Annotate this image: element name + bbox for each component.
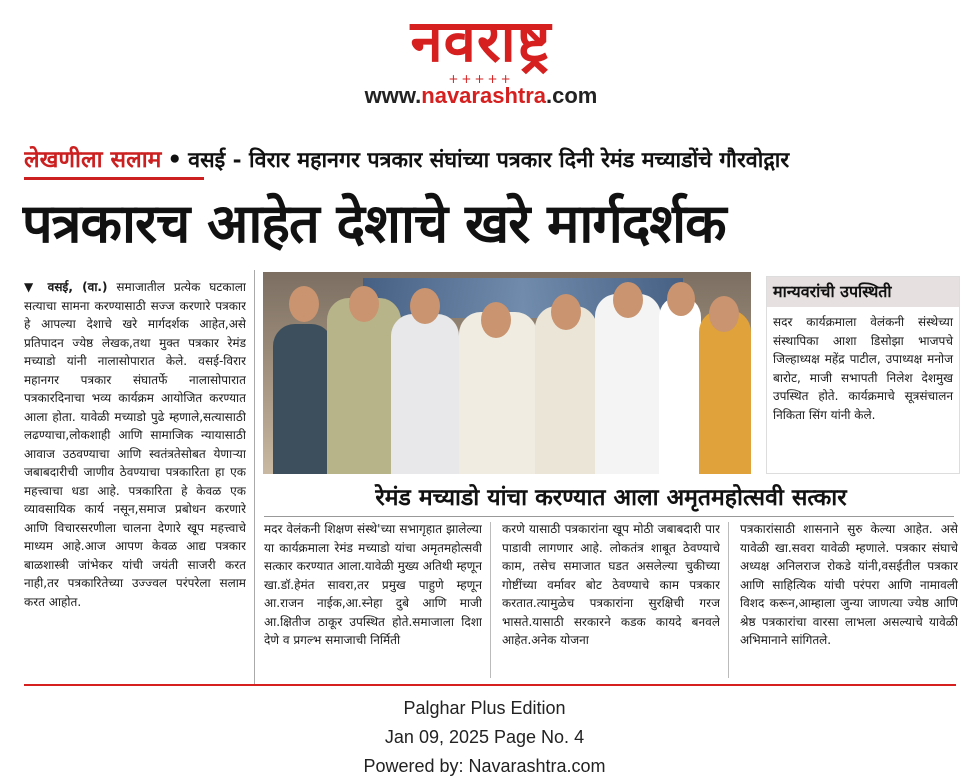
photo-person-head (667, 282, 695, 316)
photo-person-head (551, 294, 581, 330)
dignitaries-box (766, 276, 960, 474)
photo-person (535, 306, 597, 474)
kicker-label: लेखणीला सलाम (24, 147, 162, 173)
logo-url-name: navarashtra (421, 83, 547, 108)
photo-person (327, 298, 401, 474)
bottom-rule (24, 684, 956, 686)
body-column-2: करणे यासाठी पत्रकारांना खूप मोठी जबाबदारी पार पाडावी लागणार आहे. लोकतंत्र शाबूत ठेवण्याचे काम, तसेच समाजात घडत असलेल्या चुकीच्या गोष्टींच्या वर्मावर बोट ठेवण्याचे काम पत्रकार करतात.त्यामुळेच पत्रकारांना सुरक्षिची गरज भासते.यासाठी सरकारने कडक कायदे बनवले आहेत.अनेक योजना (502, 522, 720, 647)
photo-person-head (349, 286, 379, 322)
kicker-bullet: • (167, 147, 183, 173)
article-kicker (24, 142, 954, 176)
masthead-logo (322, 8, 640, 106)
article-headline: पत्रकारच आहेत देशाचे खरे मार्गदर्शक (22, 192, 726, 255)
photo-person-head (613, 282, 643, 318)
photo-person-head (709, 296, 739, 332)
kicker-underline (24, 177, 204, 180)
logo-url-prefix: www. (364, 83, 422, 108)
photo-person-head (481, 302, 511, 338)
article-lead-column (24, 278, 246, 688)
powered-by-label: Powered by: Navarashtra.com (363, 756, 606, 776)
logo-title: नवराष्ट्र (410, 7, 552, 75)
dignitaries-title: मान्यवरांची उपस्थिती (767, 277, 959, 307)
body-column-3: पत्रकारांसाठी शासनाने सुरु केल्या आहेत. असे यावेळी खा.सवरा यावेळी म्हणाले. पत्रकार संघाचे अध्यक्ष अनिलराज रोकडे यांनी,वसईतील पत्रकार आणि साहित्यिक यांची परंपरा आणि नामावली विशद करून,आम्हाला जुन्या जाणत्या ज्येष्ठ आणि श्रेष्ठ पत्रकारांचा वारसा लाभला असल्याचे यावेळी अभिमानाने सांगितले. (740, 522, 958, 647)
edition-label: Palghar Plus Edition (403, 698, 566, 718)
article-subheadline: रेमंड मच्याडो यांचा करण्यात आला अमृतमहोत्सवी सत्कार (375, 485, 847, 511)
dateline: ▼ वसई, (वा.) (24, 280, 108, 294)
column-divider (490, 522, 491, 678)
lead-text: समाजातील प्रत्येक घटकाला सत्याचा सामना करण्यासाठी सज्ज करणारे पत्रकार हे आपल्या देशाचे खरे मार्गदर्शक आहेत,असे प्रतिपादन ज्येष्ठ लेखक,तथा मुक्त पत्रकार रेमंड मच्याडो यांनी नालासोपारात केले. वसई-विरार महानगर पत्रकार संघातर्फे नालासोपारात पत्रकारदिनाचा भव्य कार्यक्रम आयोजित करण्यात आला होता. यावेळी मच्याडो पुढे म्हणाले,सत्यासाठी लढण्याचा,लोकशाही आणि सामाजिक न्यायासाठी आवाज उठवण्याचा आणि स्वतंत्रतेसोबत येणाऱ्या जबाबदारीची जाणीव ठेवण्याचा पत्रकारिता हा एक महत्त्वाचा धडा आहे. पत्रकारिता हे केवळ एक व्यावसायिक कार्य नसून,समाज प्रबोधन करणारे आणि विचारसरणीला चालना देणारे खूप महत्त्वाचे माध्यम आहे.आज आपण केवळ आद्य पत्रकार बाळशास्त्री जांभेकर यांची जयंती साजरी करत नाही,तर पत्रकारितेच्या उज्ज्वल परंपरेला सलाम करत आहोत. (24, 280, 246, 609)
photo-person (595, 294, 661, 474)
photo-person-head (289, 286, 319, 322)
photo-person (659, 296, 701, 474)
logo-url-suffix: .com (546, 83, 598, 108)
photo-person (273, 324, 333, 474)
logo-stars: +++++ (448, 72, 514, 86)
photo-person (391, 314, 459, 474)
event-photo (263, 272, 751, 474)
body-column-1: मदर वेलंकनी शिक्षण संस्थे'च्या सभागृहात झालेल्या या कार्यक्रमाला रेमंड मच्याडो यांचा अमृतमहोत्सवी सत्कार करण्यात आला.यावेळी मुख्य अतिथी म्हणून खा.डॉ.हेमंत सावरा,तर प्रमुख पाहुणे म्हणून आ.राजन नाईक,आ.स्नेहा दुबे आणि माजी आ.क्षितीज ठाकूर उपस्थित होते.समाजाला दिशा देणे व प्रगल्भ समाजाची निर्मिती (264, 522, 482, 647)
kicker-text: वसई - विरार महानगर पत्रकार संघांच्या पत्रकार दिनी रेमंड मच्याडोंचे गौरवोद्गार (188, 148, 790, 173)
logo-url (322, 84, 640, 108)
photo-person-head (410, 288, 440, 324)
dignitaries-text: सदर कार्यक्रमाला वेलंकनी संस्थेच्या संस्थापिका आशा डिसोझा भाजपचे जिल्हाध्यक्ष महेंद्र पाटील, उपाध्यक्ष मनोज बारोट, माजी सभापती निलेश देशमुख उपस्थित होते. कार्यक्रमाचे सूत्रसंचालन निकिता सिंग यांनी केले. (773, 315, 953, 422)
column-divider (728, 522, 729, 678)
column-divider (254, 270, 255, 685)
subhead-rule (264, 516, 954, 517)
date-page-label: Jan 09, 2025 Page No. 4 (384, 727, 585, 747)
photo-person (699, 310, 751, 474)
dateline-text: वसई, (वा.) (47, 280, 108, 294)
